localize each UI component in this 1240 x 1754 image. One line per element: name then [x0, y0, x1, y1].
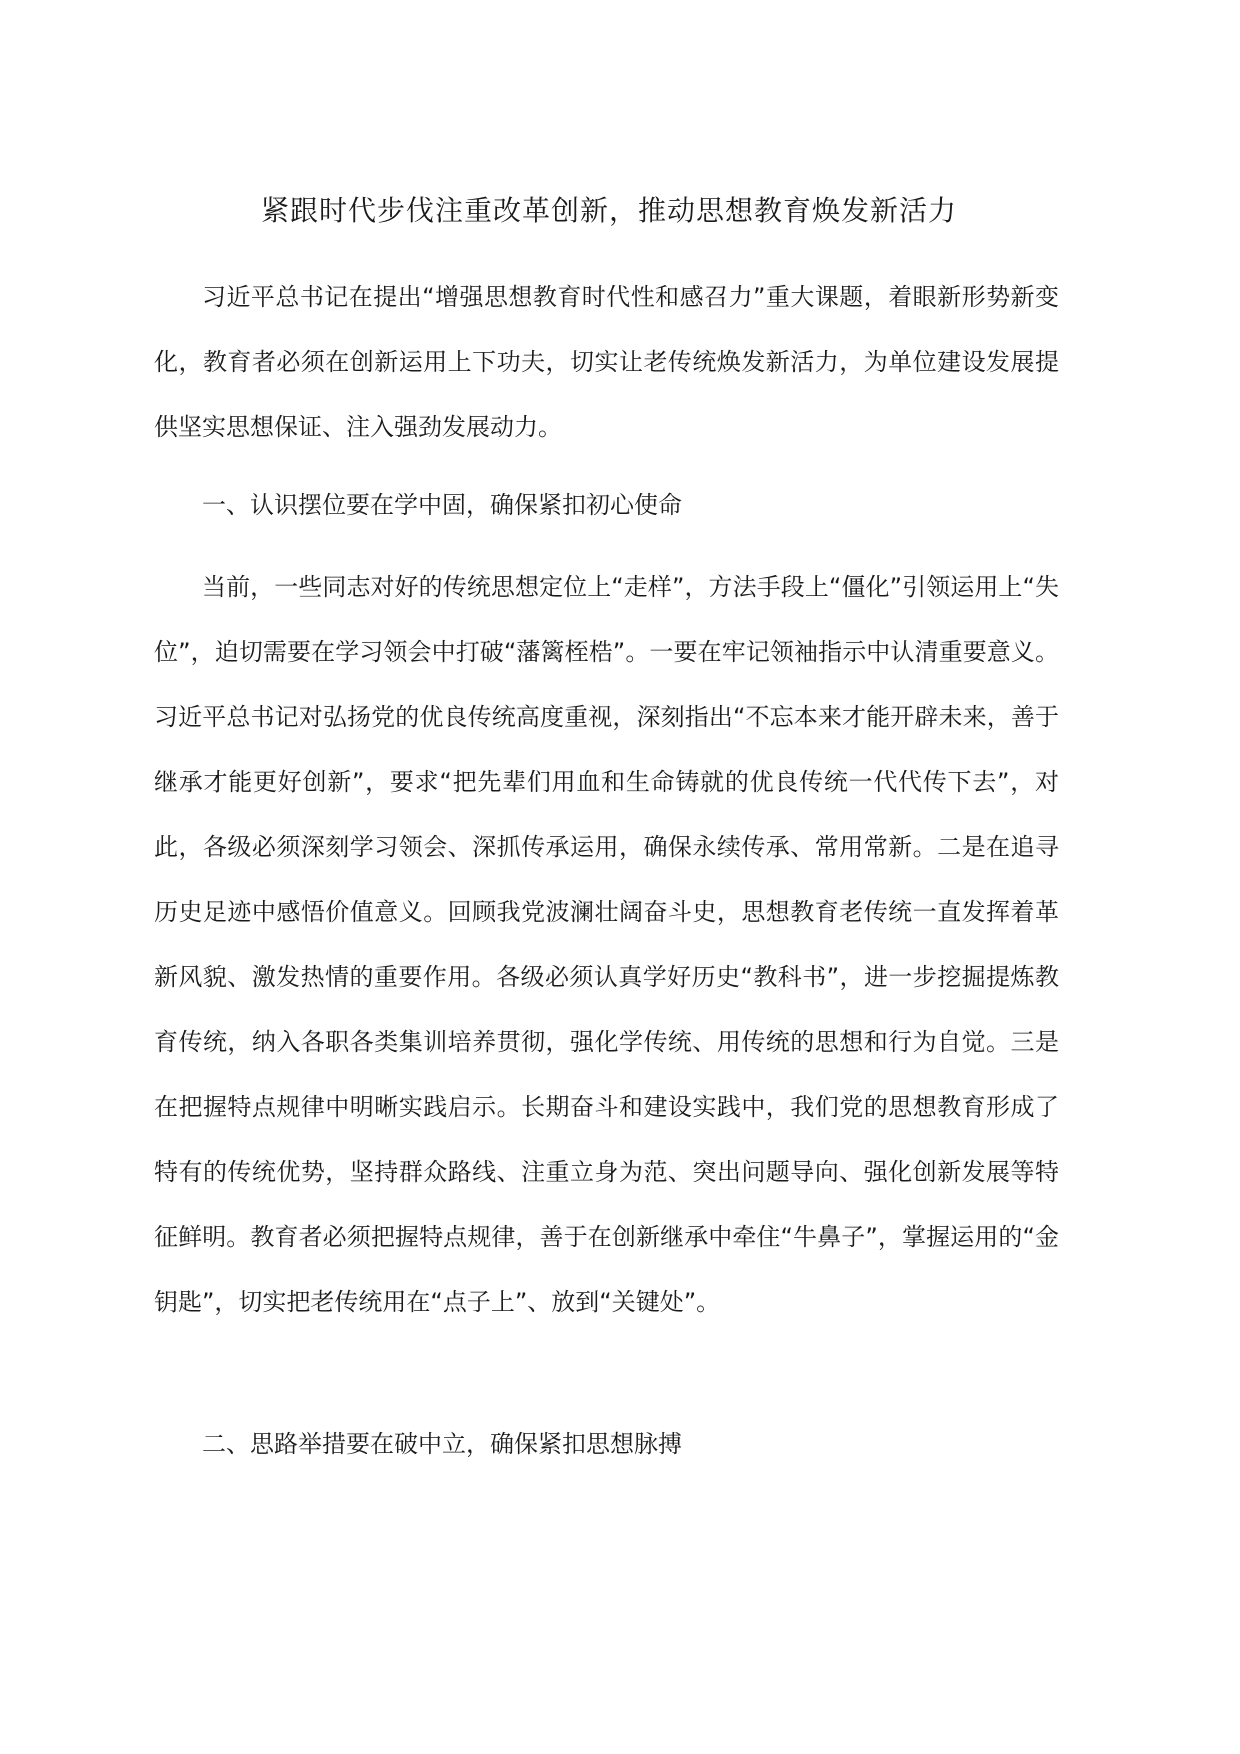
section-1-body: 当前，一些同志对好的传统思想定位上“走样”，方法手段上“僵化”引领运用上“失位”，迫切需要在学习领会中打破“藩篱桎梏”。一要在牢记领袖指示中认清重要意义。习近平总书记对弘扬党的优良传统高度重视，深刻指出“不忘本来才能开辟未来，善于继承才能更好创新”，要求“把先辈们用血和生命铸就的优良传统一代代传下去”，对此，各级必须深刻学习领会、深抓传承运用，确保永续传承、常用常新。二是在追寻历史足迹中感悟价值意义。回顾我党波澜壮阔奋斗史，思想教育老传统一直发挥着革新风貌、激发热情的重要作用。各级必须认真学好历史“教科书”，进一步挖掘提炼教育传统，纳入各职各类集训培养贯彻，强化学传统、用传统的思想和行为自觉。三是在把握特点规律中明晰实践启示。长期奋斗和建设实践中，我们党的思想教育形成了特有的传统优势，坚持群众路线、注重立身为范、突出问题导向、强化创新发展等特征鲜明。教育者必须把握特点规律，善于在创新继承中牵住“牛鼻子”，掌握运用的“金钥匙”，切实把老传统用在“点子上”、放到“关键处”。: [154, 573, 1059, 1316]
section-1-heading: 一、认识摆位要在学中固，确保紧扣初心使命: [202, 491, 682, 519]
section-2-heading: 二、思路举措要在破中立，确保紧扣思想脉搏: [202, 1430, 682, 1458]
document-title: 紧跟时代步伐注重改革创新，推动思想教育焕发新活力: [260, 194, 957, 227]
intro-paragraph: 习近平总书记在提出“增强思想教育时代性和感召力”重大课题，着眼新形势新变化，教育者必须在创新运用上下功夫，切实让老传统焕发新活力，为单位建设发展提供坚实思想保证、注入强劲发展动力。: [154, 283, 1059, 441]
